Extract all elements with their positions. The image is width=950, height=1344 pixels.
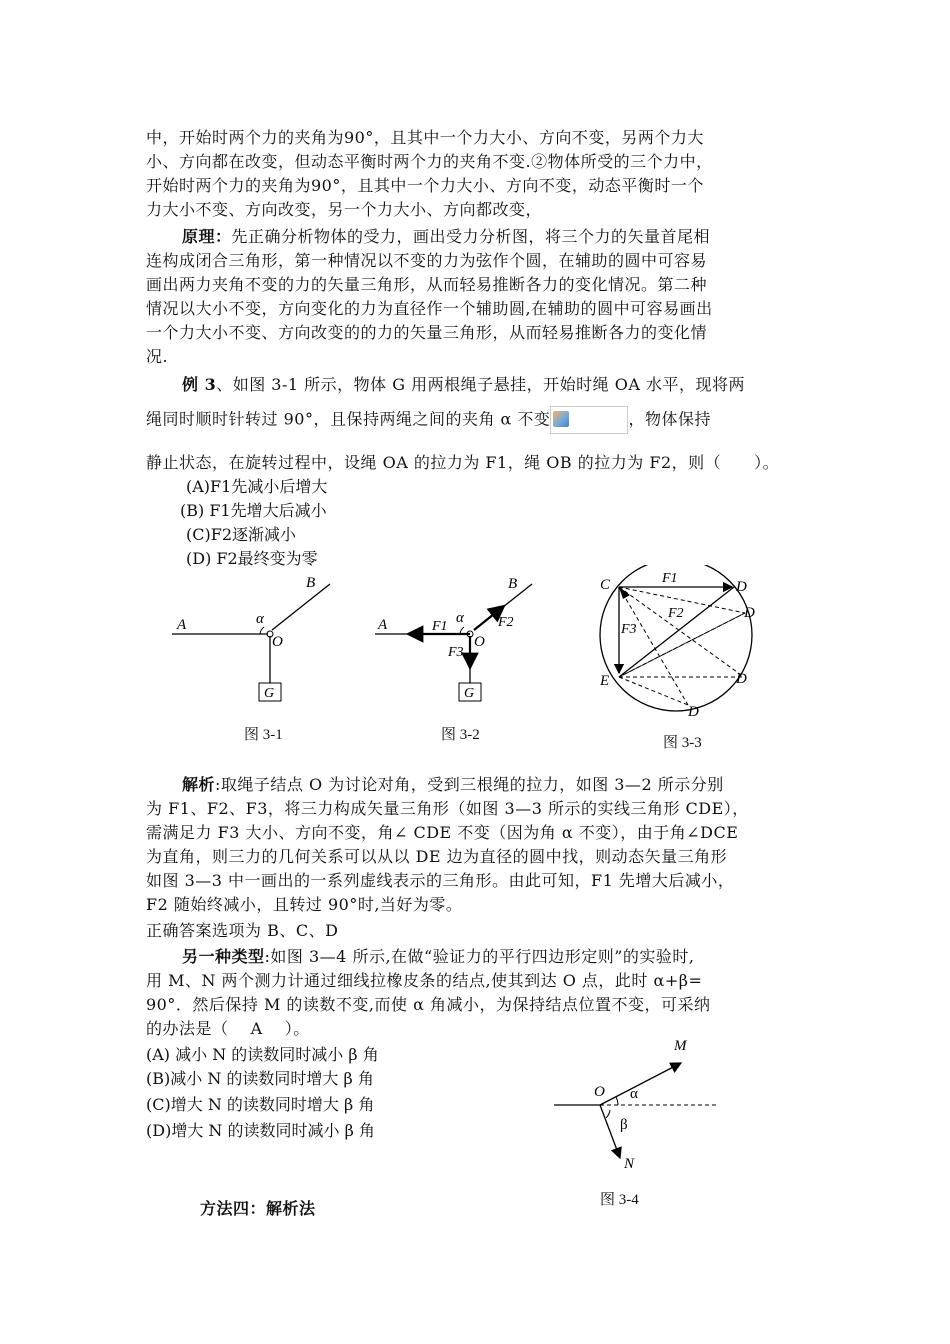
fig2-caption: 图 3-2: [441, 727, 480, 743]
principle-line-3: 画出两力夹角不变的力的矢量三角形，从而轻易推断各力的变化情况。第二种: [146, 275, 708, 294]
analysis-line-6: F2 随始终减小，且转过 90°时,当好为零。: [146, 895, 463, 914]
principle-label: 原理：: [182, 227, 232, 246]
fig3-label-f3: F3: [621, 622, 637, 637]
example3-line-3: 静止状态，在旋转过程中，设绳 OA 的拉力为 F1，绳 OB 的拉力为 F2，则（ ）。: [146, 453, 780, 472]
analysis-label: 解析: [182, 775, 216, 794]
another-line-2: 用 M、N 两个测力计通过细线拉橡皮条的结点,使其到达 O 点，此时 α+β=: [146, 971, 703, 990]
example3-label: 例 3: [182, 375, 217, 394]
fig4-label-n: N: [624, 1156, 635, 1172]
principle-line-1: 原理：先正确分析物体的受力，画出受力分析图，将三个力的矢量首尾相: [182, 227, 711, 246]
fig2-label-o: O: [474, 634, 485, 650]
another-option-c: (C)增大 N 的读数同时增大 β 角: [146, 1095, 375, 1114]
fig4-label-beta: β: [620, 1117, 628, 1133]
figure-3-2: [370, 570, 560, 710]
method4-heading: 方法四：解析法: [200, 1199, 316, 1218]
fig4-caption: 图 3-4: [600, 1192, 639, 1208]
fig3-label-d-bottom: D: [688, 704, 699, 720]
fig3-label-d-top: D: [736, 579, 747, 595]
intro-line-3: 开始时两个力的夹角为90°，且其中一个力大小、方向不变，动态平衡时一个: [146, 176, 704, 195]
fig3-label-d-right: D: [744, 605, 755, 621]
another-option-d: (D)增大 N 的读数同时减小 β 角: [146, 1121, 375, 1140]
intro-line-1: 中，开始时两个力的夹角为90°，且其中一个力大小、方向不变，另两个力大: [146, 128, 704, 147]
fig1-label-alpha: α: [256, 611, 264, 627]
figure-3-4: [548, 1030, 738, 1180]
fig4-label-o: O: [594, 1084, 605, 1100]
analysis-line-4: 为直角，则三力的几何关系可以从以 DE 边为直径的圆中找，则动态矢量三角形: [146, 847, 728, 866]
example3-line-2: 绳同时顺时针转过 90°，且保持两绳之间的夹角 α 不变 ，物体保持: [146, 406, 711, 434]
fig1-caption: 图 3-1: [244, 727, 283, 743]
figure-3-3: [590, 565, 780, 725]
principle-line-6: 况.: [146, 347, 169, 366]
figure-3-1: [160, 570, 360, 710]
example3-option-a: (A)F1先减小后增大: [186, 477, 328, 496]
analysis-line-2: 为 F1、F2、F3，将三力构成矢量三角形（如图 3—3 所示的实线三角形 CDE），: [146, 799, 749, 818]
fig4-label-m: M: [674, 1038, 687, 1054]
another-label: 另一种类型: [182, 947, 265, 966]
broken-image-icon: [550, 406, 628, 434]
fig3-label-d-lower: D: [736, 671, 747, 687]
principle-line-4: 情况以大小不变，方向变化的力为直径作一个辅助圆,在辅助的圆中可容易画出: [146, 299, 713, 318]
fig2-label-b: B: [508, 576, 518, 592]
fig2-label-f3: F3: [448, 645, 464, 660]
principle-line-5: 一个力大小不变、方向改变的的力的矢量三角形，从而轻易推断各力的变化情: [146, 323, 708, 342]
fig4-label-alpha: α: [630, 1086, 638, 1102]
analysis-line-3: 需满足力 F3 大小、方向不变，角∠ CDE 不变（因为角 α 不变），由于角∠DCE: [146, 823, 739, 842]
fig1-label-o: O: [272, 634, 283, 650]
fig3-label-f2: F2: [668, 606, 684, 621]
answer-line: 正确答案选项为 B、C、D: [146, 921, 339, 940]
another-line-4: 的办法是（ A ）。: [146, 1019, 310, 1038]
another-line-3: 90°．然后保持 M 的读数不变,而使 α 角减小，为保持结点位置不变，可采纳: [146, 995, 711, 1014]
fig1-label-b: B: [306, 575, 316, 591]
fig2-label-alpha: α: [456, 610, 464, 626]
fig2-label-f2: F2: [498, 615, 514, 630]
fig3-label-e: E: [600, 673, 610, 689]
example3-option-c: (C)F2逐渐减小: [186, 525, 297, 544]
fig3-label-c: C: [600, 577, 611, 593]
fig3-label-f1: F1: [662, 571, 678, 586]
another-line-1: 另一种类型:如图 3—4 所示,在做“验证力的平行四边形定则”的实验时,: [182, 947, 695, 966]
fig3-caption: 图 3-3: [663, 735, 702, 751]
intro-line-4: 力大小不变、方向改变，另一个力大小、方向都改变，: [146, 200, 543, 219]
fig1-label-g: G: [264, 686, 275, 701]
another-option-a: (A) 减小 N 的读数同时减小 β 角: [146, 1045, 379, 1064]
fig2-label-a: A: [378, 617, 388, 633]
example3-option-b: (B) F1先增大后减小: [180, 501, 327, 520]
fig2-label-g: G: [464, 686, 475, 701]
analysis-line-5: 如图 3—3 中一画出的一系列虚线表示的三角形。由此可知，F1 先增大后减小，: [146, 871, 735, 890]
example3-option-d: (D) F2最终变为零: [186, 549, 318, 568]
another-option-b: (B)减小 N 的读数同时增大 β 角: [146, 1069, 374, 1088]
example3-line-1: 例 3、如图 3-1 所示，物体 G 用两根绳子悬挂，开始时绳 OA 水平，现将两: [182, 375, 745, 394]
fig2-label-f1: F1: [432, 619, 448, 634]
principle-line-2: 连构成闭合三角形，第一种情况以不变的力为弦作个圆，在辅助的圆中可容易: [146, 251, 708, 270]
analysis-line-1: 解析:取绳子结点 O 为讨论对角，受到三根绳的拉力，如图 3—2 所示分别: [182, 775, 724, 794]
fig1-label-a: A: [177, 617, 187, 633]
intro-line-2: 小、方向都在改变，但动态平衡时两个力的夹角不变.②物体所受的三个力中，: [146, 152, 713, 171]
